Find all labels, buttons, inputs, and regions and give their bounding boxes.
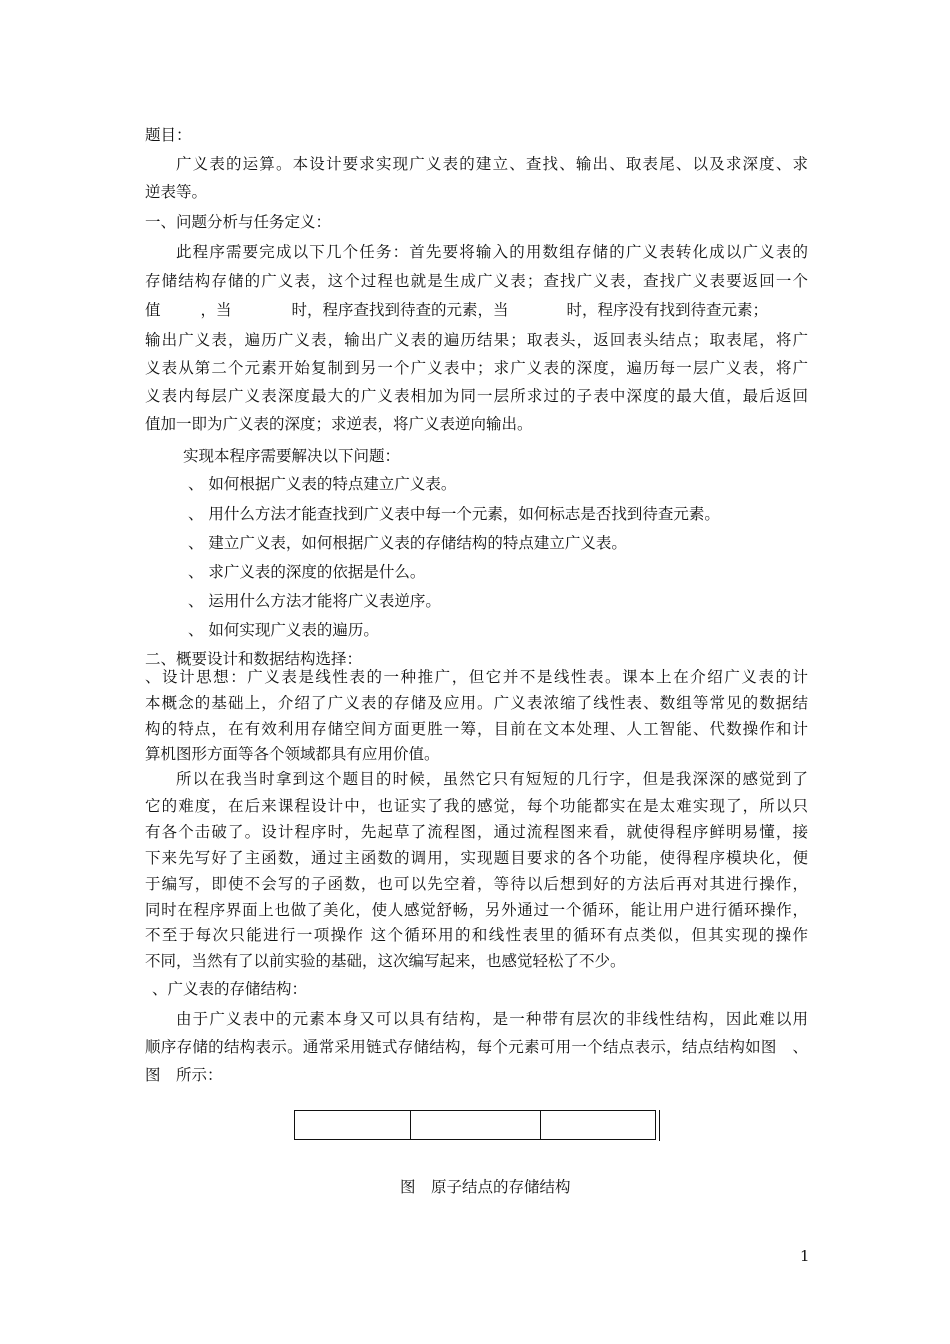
reflection-line-6: 同时在程序界面上也做了美化，使人感觉舒畅，另外通过一个循环，能让用户进行循环操作， (145, 901, 808, 919)
reflection-line-8: 不同，当然有了以前实验的基础，这次编写起来，也感觉轻松了不少。 (145, 952, 626, 970)
reflection-line-5: 于编写，即使不会写的子函数，也可以先空着，等待以后想到好的方法后再对其进行操作， (145, 875, 808, 893)
intro-line-1: 广义表的运算。本设计要求实现广义表的建立、查找、输出、取表尾、以及求深度、求 (176, 155, 808, 173)
reflection-line-4: 下来先写好了主函数，通过主函数的调用，实现题目要求的各个功能，使得程序模块化，便 (145, 849, 808, 867)
page-number: 1 (800, 1247, 810, 1265)
reflection-line-7: 不至于每次只能进行一项操作 这个循环用的和线性表里的循环有点类似，但其实现的操作 (145, 926, 808, 944)
design-line-3: 构的特点，在有效利用存储空间方面更胜一筹，目前在文本处理、人工智能、代数操作和计 (145, 720, 808, 738)
problem-item-1: 、 如何根据广义表的特点建立广义表。 (188, 475, 457, 493)
section2-heading: 二、概要设计和数据结构选择： (145, 650, 363, 668)
section1-line-3-part-2: ，当 (200, 301, 232, 319)
section1-heading: 一、问题分析与任务定义： (145, 213, 332, 231)
reflection-line-1: 所以在我当时拿到这个题目的时候，虽然它只有短短的几行字，但是我深深的感觉到了 (176, 770, 808, 788)
table-cell-3 (541, 1111, 655, 1139)
atom-node-structure-table (294, 1110, 656, 1140)
problem-item-5: 、 运用什么方法才能将广义表逆序。 (188, 592, 441, 610)
table-cell-1 (295, 1111, 411, 1139)
title-label: 题目： (145, 126, 192, 144)
design-line-1: 、设计思想：广义表是线性表的一种推广，但它并不是线性表。课本上在介绍广义表的计 (145, 668, 808, 686)
problem-item-3: 、 建立广义表，如何根据广义表的存储结构的特点建立广义表。 (188, 534, 627, 552)
reflection-line-3: 有各个击破了。设计程序时，先起草了流程图，通过流程图来看，就使得程序鲜明易懂，接 (145, 823, 808, 841)
table-cell-2 (411, 1111, 541, 1139)
storage-line-2: 顺序存储的结构表示。通常采用链式存储结构，每个元素可用一个结点表示，结点结构如图 、 (145, 1038, 808, 1056)
problem-item-4: 、 求广义表的深度的依据是什么。 (188, 563, 426, 581)
section1-line-3-part-3: 时，程序查找到待查的元素，当 (291, 301, 509, 319)
storage-heading: 、广义表的存储结构： (152, 980, 308, 998)
design-line-2: 本概念的基础上，介绍了广义表的存储及应用。广义表浓缩了线性表、数组等常见的数据结 (145, 694, 808, 712)
design-line-4: 算机图形方面等各个领域都具有应用价值。 (145, 745, 440, 763)
storage-line-3: 图 所示： (145, 1066, 223, 1084)
section1-line-3 (145, 300, 768, 320)
section1-line-3-part-4: 时，程序没有找到待查元素； (566, 301, 769, 319)
section1-line-7: 值加一即为广义表的深度；求逆表，将广义表逆向输出。 (145, 415, 533, 433)
problem-item-2: 、 用什么方法才能查找到广义表中每一个元素，如何标志是否找到待查元素。 (188, 505, 720, 523)
figure-caption: 图 原子结点的存储结构 (400, 1178, 571, 1196)
storage-line-1: 由于广义表中的元素本身又可以具有结构，是一种带有层次的非线性结构，因此难以用 (176, 1010, 808, 1028)
reflection-line-2: 它的难度，在后来课程设计中，也证实了我的感觉，每个功能都实在是太难实现了，所以只 (145, 797, 808, 815)
intro-line-2: 逆表等。 (145, 183, 208, 201)
section1-line-3-part-1: 值 (145, 301, 161, 319)
problem-item-6: 、 如何实现广义表的遍历。 (188, 621, 379, 639)
problems-intro: 实现本程序需要解决以下问题： (183, 447, 401, 465)
section1-line-4: 输出广义表，遍历广义表，输出广义表的遍历结果；取表头，返回表头结点；取表尾，将广 (145, 331, 808, 349)
section1-line-5: 义表从第二个元素开始复制到另一个广义表中；求广义表的深度，遍历每一层广义表，将广 (145, 359, 808, 377)
section1-line-1: 此程序需要完成以下几个任务：首先要将输入的用数组存储的广义表转化成以广义表的 (176, 243, 808, 261)
section1-line-6: 义表内每层广义表深度最大的广义表相加为同一层所求过的子表中深度的最大值，最后返回 (145, 387, 808, 405)
section1-line-2: 存储结构存储的广义表，这个过程也就是生成广义表；查找广义表，查找广义表要返回一个 (145, 272, 808, 290)
